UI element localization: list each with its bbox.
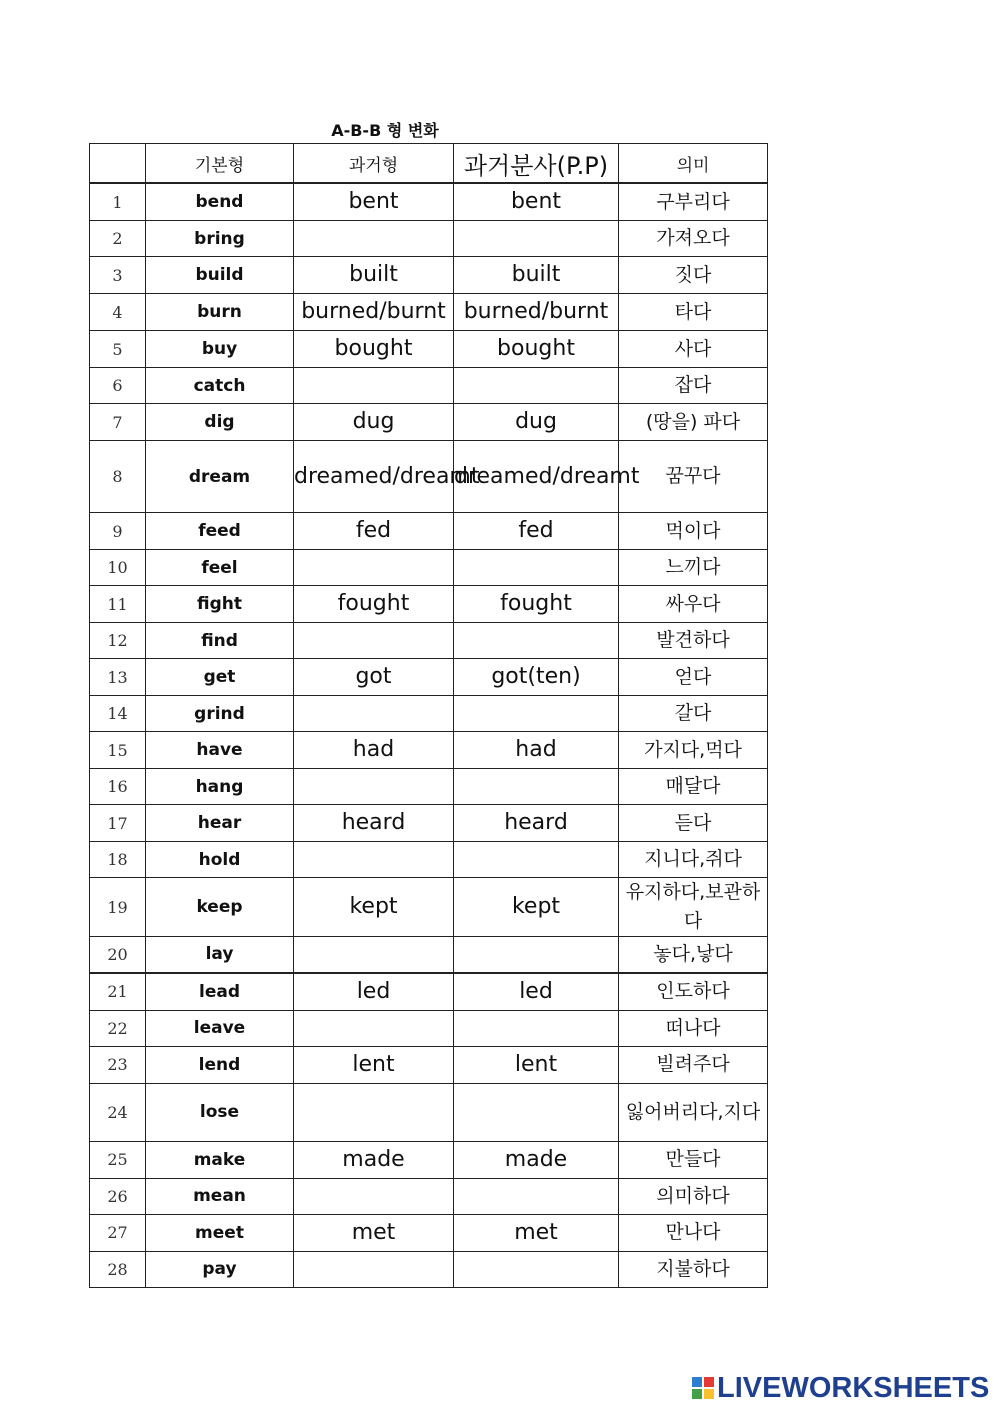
table-row <box>90 769 768 805</box>
verb-table-body <box>90 183 768 1287</box>
meaning-cell: 사다 <box>619 331 768 368</box>
row-number: 6 <box>90 368 146 404</box>
base-form-cell: hear <box>146 805 294 842</box>
base-form-cell: have <box>146 732 294 769</box>
past-participle-answer[interactable] <box>454 221 619 257</box>
meaning-cell: 인도하다 <box>619 973 768 1011</box>
row-number: 12 <box>90 623 146 659</box>
table-row <box>90 550 768 586</box>
past-tense-answer[interactable]: dreamed/dreamt <box>294 441 454 513</box>
row-number: 24 <box>90 1083 146 1141</box>
base-form-cell: leave <box>146 1010 294 1046</box>
base-form-cell: hold <box>146 842 294 878</box>
past-tense-answer[interactable]: dug <box>294 404 454 441</box>
past-participle-answer[interactable]: lent <box>454 1046 619 1083</box>
base-form-cell: bend <box>146 183 294 221</box>
table-row <box>90 513 768 550</box>
base-form-cell: burn <box>146 294 294 331</box>
past-participle-answer[interactable] <box>454 696 619 732</box>
past-tense-answer[interactable]: bent <box>294 183 454 221</box>
meaning-cell: 가지다,먹다 <box>619 732 768 769</box>
row-number: 22 <box>90 1010 146 1046</box>
past-participle-answer[interactable]: heard <box>454 805 619 842</box>
table-row <box>90 1251 768 1287</box>
base-form-cell: meet <box>146 1214 294 1251</box>
past-participle-answer[interactable] <box>454 550 619 586</box>
header-past-participle: 과거분사(P.P) <box>454 144 619 184</box>
base-form-cell: buy <box>146 331 294 368</box>
row-number: 4 <box>90 294 146 331</box>
past-tense-answer[interactable] <box>294 623 454 659</box>
past-participle-answer[interactable]: led <box>454 973 619 1011</box>
past-tense-answer[interactable] <box>294 1083 454 1141</box>
past-participle-answer[interactable]: bought <box>454 331 619 368</box>
past-participle-answer[interactable]: made <box>454 1141 619 1178</box>
past-participle-answer[interactable]: dreamed/dreamt <box>454 441 619 513</box>
table-row <box>90 937 768 973</box>
row-number: 16 <box>90 769 146 805</box>
table-row <box>90 878 768 937</box>
past-tense-answer[interactable]: lent <box>294 1046 454 1083</box>
header-base-form: 기본형 <box>146 144 294 184</box>
table-row <box>90 1141 768 1178</box>
meaning-cell: 놓다,낳다 <box>619 937 768 973</box>
past-participle-answer[interactable]: burned/burnt <box>454 294 619 331</box>
base-form-cell: pay <box>146 1251 294 1287</box>
table-row <box>90 441 768 513</box>
meaning-cell: 먹이다 <box>619 513 768 550</box>
past-participle-answer[interactable] <box>454 368 619 404</box>
meaning-cell: (땅을) 파다 <box>619 404 768 441</box>
verb-table <box>89 143 768 1288</box>
base-form-cell: build <box>146 257 294 294</box>
meaning-cell: 떠나다 <box>619 1010 768 1046</box>
row-number: 9 <box>90 513 146 550</box>
row-number: 26 <box>90 1178 146 1214</box>
table-row <box>90 973 768 1011</box>
past-participle-answer[interactable]: built <box>454 257 619 294</box>
past-participle-answer[interactable] <box>454 1083 619 1141</box>
base-form-cell: feel <box>146 550 294 586</box>
header-past-tense: 과거형 <box>294 144 454 184</box>
past-tense-answer[interactable]: burned/burnt <box>294 294 454 331</box>
meaning-cell: 구부리다 <box>619 183 768 221</box>
base-form-cell: mean <box>146 1178 294 1214</box>
row-number: 2 <box>90 221 146 257</box>
meaning-cell: 만나다 <box>619 1214 768 1251</box>
past-participle-answer[interactable]: got(ten) <box>454 659 619 696</box>
past-tense-answer[interactable]: led <box>294 973 454 1011</box>
table-row <box>90 696 768 732</box>
table-row <box>90 1083 768 1141</box>
past-tense-answer[interactable] <box>294 368 454 404</box>
meaning-cell: 타다 <box>619 294 768 331</box>
past-tense-answer[interactable]: kept <box>294 878 454 937</box>
table-row <box>90 183 768 221</box>
meaning-cell: 빌려주다 <box>619 1046 768 1083</box>
meaning-cell: 얻다 <box>619 659 768 696</box>
past-tense-answer[interactable] <box>294 769 454 805</box>
meaning-cell: 지니다,쥐다 <box>619 842 768 878</box>
worksheet-title: A-B-B 형 변화 <box>331 121 439 140</box>
past-participle-answer[interactable]: dug <box>454 404 619 441</box>
meaning-cell: 잡다 <box>619 368 768 404</box>
meaning-cell: 지불하다 <box>619 1251 768 1287</box>
base-form-cell: lead <box>146 973 294 1011</box>
past-tense-answer[interactable]: built <box>294 257 454 294</box>
row-number: 27 <box>90 1214 146 1251</box>
base-form-cell: fight <box>146 586 294 623</box>
base-form-cell: lay <box>146 937 294 973</box>
past-participle-answer[interactable]: had <box>454 732 619 769</box>
base-form-cell: lend <box>146 1046 294 1083</box>
past-tense-answer[interactable] <box>294 550 454 586</box>
row-number: 19 <box>90 878 146 937</box>
past-participle-answer[interactable] <box>454 769 619 805</box>
table-row <box>90 257 768 294</box>
past-participle-answer[interactable] <box>454 937 619 973</box>
meaning-cell: 만들다 <box>619 1141 768 1178</box>
row-number: 14 <box>90 696 146 732</box>
past-tense-answer[interactable]: made <box>294 1141 454 1178</box>
base-form-cell: feed <box>146 513 294 550</box>
liveworksheets-logo <box>692 1373 989 1403</box>
base-form-cell: keep <box>146 878 294 937</box>
row-number: 25 <box>90 1141 146 1178</box>
meaning-cell: 짓다 <box>619 257 768 294</box>
row-number: 5 <box>90 331 146 368</box>
table-row <box>90 368 768 404</box>
past-tense-answer[interactable]: heard <box>294 805 454 842</box>
past-tense-answer[interactable] <box>294 696 454 732</box>
row-number: 1 <box>90 183 146 221</box>
row-number: 20 <box>90 937 146 973</box>
past-tense-answer[interactable] <box>294 1178 454 1214</box>
row-number: 8 <box>90 441 146 513</box>
meaning-cell: 갈다 <box>619 696 768 732</box>
table-row <box>90 805 768 842</box>
table-row <box>90 1046 768 1083</box>
past-participle-answer[interactable]: bent <box>454 183 619 221</box>
base-form-cell: catch <box>146 368 294 404</box>
meaning-cell: 싸우다 <box>619 586 768 623</box>
row-number: 23 <box>90 1046 146 1083</box>
past-participle-answer[interactable] <box>454 1251 619 1287</box>
row-number: 21 <box>90 973 146 1011</box>
row-number: 28 <box>90 1251 146 1287</box>
row-number: 11 <box>90 586 146 623</box>
meaning-cell: 듣다 <box>619 805 768 842</box>
table-row <box>90 331 768 368</box>
past-participle-answer[interactable] <box>454 1178 619 1214</box>
table-row <box>90 623 768 659</box>
header-meaning: 의미 <box>619 144 768 184</box>
past-participle-answer[interactable]: kept <box>454 878 619 937</box>
meaning-cell: 매달다 <box>619 769 768 805</box>
table-row <box>90 404 768 441</box>
table-row <box>90 659 768 696</box>
base-form-cell: hang <box>146 769 294 805</box>
base-form-cell: dream <box>146 441 294 513</box>
past-participle-answer[interactable] <box>454 842 619 878</box>
meaning-cell: 꿈꾸다 <box>619 441 768 513</box>
meaning-cell: 유지하다,보관하다 <box>619 878 768 937</box>
past-participle-answer[interactable]: fed <box>454 513 619 550</box>
base-form-cell: find <box>146 623 294 659</box>
row-number: 18 <box>90 842 146 878</box>
table-row <box>90 1178 768 1214</box>
past-tense-answer[interactable]: bought <box>294 331 454 368</box>
row-number: 10 <box>90 550 146 586</box>
row-number: 17 <box>90 805 146 842</box>
table-row <box>90 1214 768 1251</box>
past-tense-answer[interactable]: got <box>294 659 454 696</box>
past-tense-answer[interactable] <box>294 842 454 878</box>
table-row <box>90 221 768 257</box>
past-tense-answer[interactable]: fed <box>294 513 454 550</box>
header-row <box>90 144 768 184</box>
meaning-cell: 발견하다 <box>619 623 768 659</box>
base-form-cell: get <box>146 659 294 696</box>
meaning-cell: 의미하다 <box>619 1178 768 1214</box>
base-form-cell: bring <box>146 221 294 257</box>
table-row <box>90 294 768 331</box>
base-form-cell: grind <box>146 696 294 732</box>
table-row <box>90 586 768 623</box>
row-number: 7 <box>90 404 146 441</box>
meaning-cell: 가져오다 <box>619 221 768 257</box>
past-tense-answer[interactable]: met <box>294 1214 454 1251</box>
past-tense-answer[interactable]: had <box>294 732 454 769</box>
past-participle-answer[interactable] <box>454 1010 619 1046</box>
meaning-cell: 느끼다 <box>619 550 768 586</box>
past-participle-answer[interactable]: fought <box>454 586 619 623</box>
base-form-cell: lose <box>146 1083 294 1141</box>
table-row <box>90 842 768 878</box>
logo-text: LIVEWORKSHEETS <box>717 1371 990 1404</box>
past-tense-answer[interactable] <box>294 1010 454 1046</box>
liveworksheets-logo-icon <box>692 1377 714 1399</box>
row-number: 15 <box>90 732 146 769</box>
past-participle-answer[interactable]: met <box>454 1214 619 1251</box>
past-participle-answer[interactable] <box>454 623 619 659</box>
base-form-cell: make <box>146 1141 294 1178</box>
meaning-cell: 잃어버리다,지다 <box>619 1083 768 1141</box>
header-number <box>90 144 146 184</box>
past-tense-answer[interactable] <box>294 1251 454 1287</box>
table-row <box>90 732 768 769</box>
past-tense-answer[interactable] <box>294 221 454 257</box>
past-tense-answer[interactable]: fought <box>294 586 454 623</box>
row-number: 3 <box>90 257 146 294</box>
table-row <box>90 1010 768 1046</box>
past-tense-answer[interactable] <box>294 937 454 973</box>
base-form-cell: dig <box>146 404 294 441</box>
row-number: 13 <box>90 659 146 696</box>
